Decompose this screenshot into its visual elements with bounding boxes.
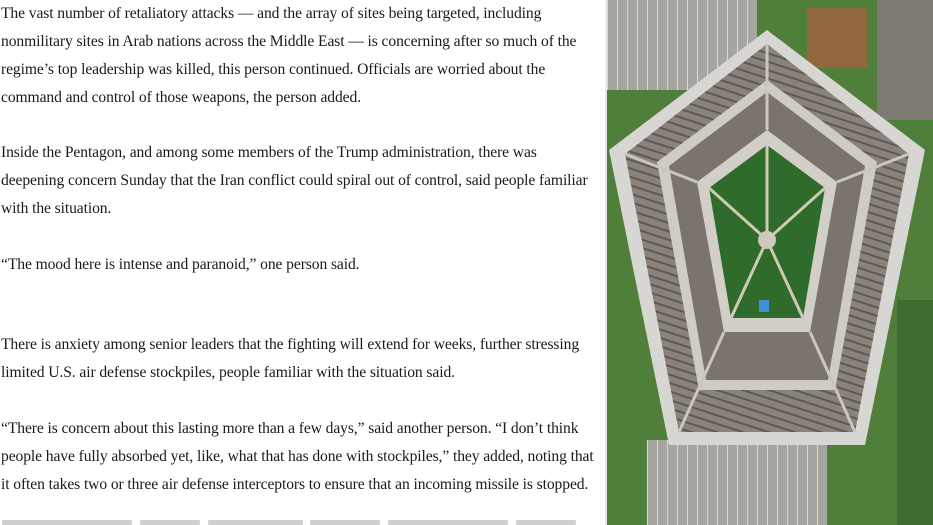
cut-off-text-line — [0, 518, 604, 525]
pentagon-aerial-photo — [605, 0, 933, 525]
article-paragraph-4: There is anxiety among senior leaders that the fighting will extend for weeks, further stressing limited U.S. air defense stockpiles, people familiar with the situation said. — [1, 336, 580, 381]
article-paragraph-3: “The mood here is intense and paranoid,” one person said. — [1, 256, 360, 273]
pentagon-aerial-image — [607, 0, 933, 525]
article-paragraph-2: Inside the Pentagon, and among some members of the Trump administration, there was deepening concern Sunday that the Iran conflict could spiral out of control, said people familiar with the situation. — [1, 144, 588, 217]
article-paragraph-5: “There is concern about this lasting more than a few days,” said another person. “I don’t think people have fully absorbed yet, like, what that has done with stockpiles,” they added, noting that it often takes two or three air defense interceptors to ensure that an incoming missile is stopped. — [1, 420, 594, 493]
article-paragraph-1: The vast number of retaliatory attacks — and the array of sites being targeted, including nonmilitary sites in Arab nations across the Middle East — is concerning after so much of the regime’s top leadership was killed, this person continued. Officials are worried about the command and control of those weapons, the person added. — [1, 5, 577, 106]
